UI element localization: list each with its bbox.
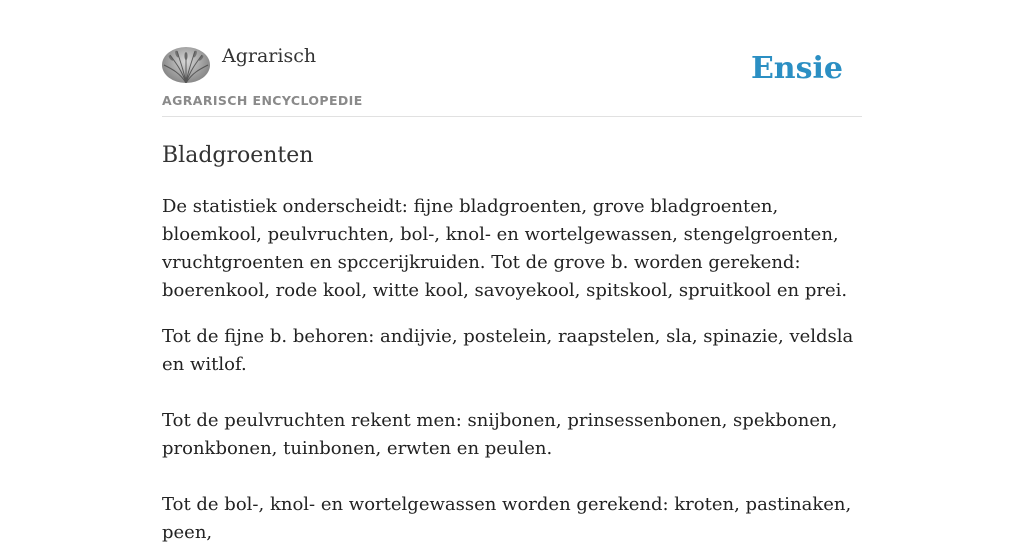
page-container	[162, 0, 862, 547]
article-paragraph: Tot de bol-, knol- en wortelgewassen worden gerekend: kroten, pastinaken, peen,	[162, 494, 852, 543]
wheat-illustration-icon[interactable]	[162, 47, 210, 83]
article-paragraph: De statistiek onderscheidt: fijne bladgroenten, grove bladgroenten, bloemkool, peulvruchten, bol-, knol- en wortelgewassen, stengelgroenten, vruchtgroenten en spccerijkruiden. Tot de grove b. worden gerekend: boerenkool, rode kool, witte kool, savoyekool, spitskool, spruitkool en prei.	[162, 196, 848, 301]
ensie-brand-logo[interactable]: Ensie	[750, 51, 843, 86]
site-header	[162, 0, 862, 117]
publication-name[interactable]: Agrarisch	[222, 45, 317, 67]
article-paragraph: Tot de peulvruchten rekent men: snijbonen, prinsessenbonen, spekbonen, pronkbonen, tuinbonen, erwten en peulen.	[162, 410, 838, 459]
publication-subtitle[interactable]: AGRARISCH ENCYCLOPEDIE	[162, 93, 363, 108]
article	[162, 141, 862, 547]
article-paragraph: Tot de fijne b. behoren: andijvie, postelein, raapstelen, sla, spinazie, veldsla en witlof.	[162, 326, 854, 375]
article-title: Bladgroenten	[162, 143, 314, 168]
